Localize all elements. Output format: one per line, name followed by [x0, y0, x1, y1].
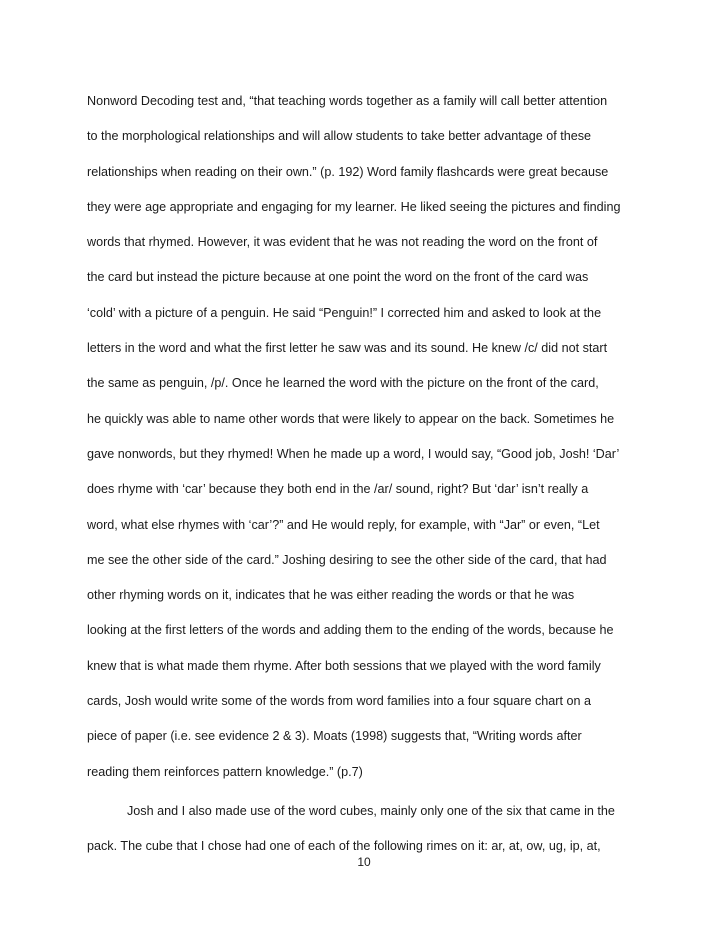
text-line: the same as penguin, /p/. Once he learned the word with the picture on the front of the card,	[87, 376, 599, 391]
text-line: Nonword Decoding test and, “that teaching words together as a family will call better attention	[87, 94, 608, 108]
text-line: they were age appropriate and engaging for my learner. He liked seeing the pictures and finding	[87, 199, 621, 214]
text-line: cards, Josh would write some of the words from word families into a four square chart on a	[87, 694, 591, 709]
text-line: knew that is what made them rhyme. After both sessions that we played with the word family	[87, 658, 601, 673]
text-line: ‘cold’ with a picture of a penguin. He said “Penguin!” I corrected him and asked to look at the	[87, 305, 602, 320]
text-line: pack. The cube that I chose had one of each of the following rimes on it: ar, at, ow, ug, ip, at,	[87, 838, 601, 853]
text-line: does rhyme with ‘car’ because they both end in the /ar/ sound, right? But ‘dar’ isn’t really a	[87, 482, 589, 497]
text-line: words that rhymed. However, it was evident that he was not reading the word on the front of	[87, 235, 598, 250]
body-text	[87, 91, 667, 871]
page-number: 10	[357, 855, 371, 869]
text-line: he quickly was able to name other words that were likely to appear on the back. Sometimes he	[87, 411, 615, 426]
text-line: me see the other side of the card.” Joshing desiring to see the other side of the card, that had	[87, 552, 607, 567]
text-line: piece of paper (i.e. see evidence 2 & 3). Moats (1998) suggests that, “Writing words after	[87, 729, 582, 744]
text-line: the card but instead the picture because at one point the word on the front of the card was	[87, 270, 589, 285]
text-line: looking at the first letters of the words and adding them to the ending of the words, because he	[87, 623, 614, 638]
text-line: to the morphological relationships and will allow students to take better advantage of these	[87, 129, 592, 144]
text-line: word, what else rhymes with ‘car’?” and He would reply, for example, with “Jar” or even, “Let	[87, 517, 600, 532]
text-line: relationships when reading on their own.” (p. 192) Word family flashcards were great because	[87, 164, 609, 179]
text-line: gave nonwords, but they rhymed! When he made up a word, I would say, “Good job, Josh! ‘Dar’	[87, 446, 620, 461]
text-line: reading them reinforces pattern knowledge.” (p.7)	[87, 764, 363, 779]
text-line: letters in the word and what the first letter he saw was and its sound. He knew /c/ did not start	[87, 341, 608, 356]
text-line: other rhyming words on it, indicates that he was either reading the words or that he was	[87, 588, 575, 603]
paragraph-first-line: Josh and I also made use of the word cubes, mainly only one of the six that came in the	[127, 803, 615, 818]
